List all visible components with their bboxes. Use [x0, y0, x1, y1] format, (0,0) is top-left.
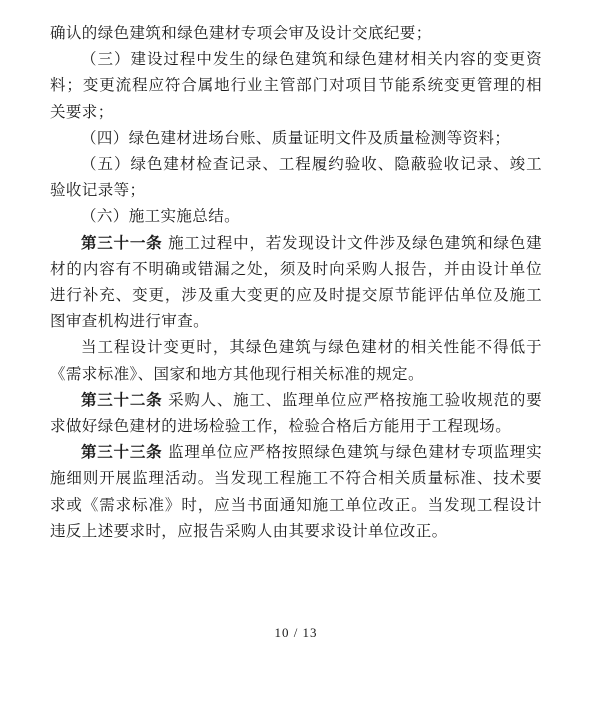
article-31-text: 施工过程中，若发现设计文件涉及绿色建筑和绿色建材的内容有不明确或错漏之处，须及时向采购人报告，并由设计单位进行补充、变更，涉及重大变更的应及时提交原节能评估单位及施工图审查机构进行审查。 [50, 233, 542, 331]
article-32-heading: 第三十二条 [81, 389, 163, 409]
paragraph-item-5 [50, 151, 542, 203]
page-number: 10 / 13 [274, 625, 318, 640]
paragraph-item-6-text: （六）施工实施总结。 [81, 207, 241, 226]
paragraph-item-4-text: （四）绿色建材进场台账、质量证明文件及质量检测等资料； [81, 128, 511, 147]
article-32-text: 采购人、施工、监理单位应严格按施工验收规范的要求做好绿色建材的进场检验工作，检验合格后方能用于工程现场。 [50, 390, 542, 436]
paragraph-item-3 [50, 46, 542, 125]
document-body [50, 20, 542, 544]
paragraph-design-change-text: 当工程设计变更时，其绿色建筑与绿色建材的相关性能不得低于《需求标准》、国家和地方其他现行相关标准的规定。 [50, 338, 542, 383]
article-32 [50, 387, 542, 439]
article-31 [50, 230, 542, 335]
paragraph-design-change [50, 334, 542, 386]
article-33 [50, 439, 542, 544]
paragraph-item-5-text: （五）绿色建材检查记录、工程履约验收、隐蔽验收记录、竣工验收记录等； [50, 155, 542, 200]
paragraph-item-4 [50, 125, 542, 151]
article-33-text: 监理单位应严格按照绿色建筑与绿色建材专项监理实施细则开展监理活动。当发现工程施工不符合相关质量标准、技术要求或《需求标准》时，应当书面通知施工单位改正。当发现工程设计违反上述要求时，应报告采购人由其要求设计单位改正。 [50, 443, 542, 540]
paragraph-item-3-text: （三）建设过程中发生的绿色建筑和绿色建材相关内容的变更资料；变更流程应符合属地行业主管部门对项目节能系统变更管理的相关要求； [50, 50, 542, 121]
paragraph-1 [50, 20, 542, 46]
article-33-heading: 第三十三条 [81, 442, 163, 462]
paragraph-item-6 [50, 203, 542, 229]
paragraph-1-text: 确认的绿色建筑和绿色建材专项会审及设计交底纪要； [50, 24, 432, 42]
article-31-heading: 第三十一条 [81, 232, 163, 252]
